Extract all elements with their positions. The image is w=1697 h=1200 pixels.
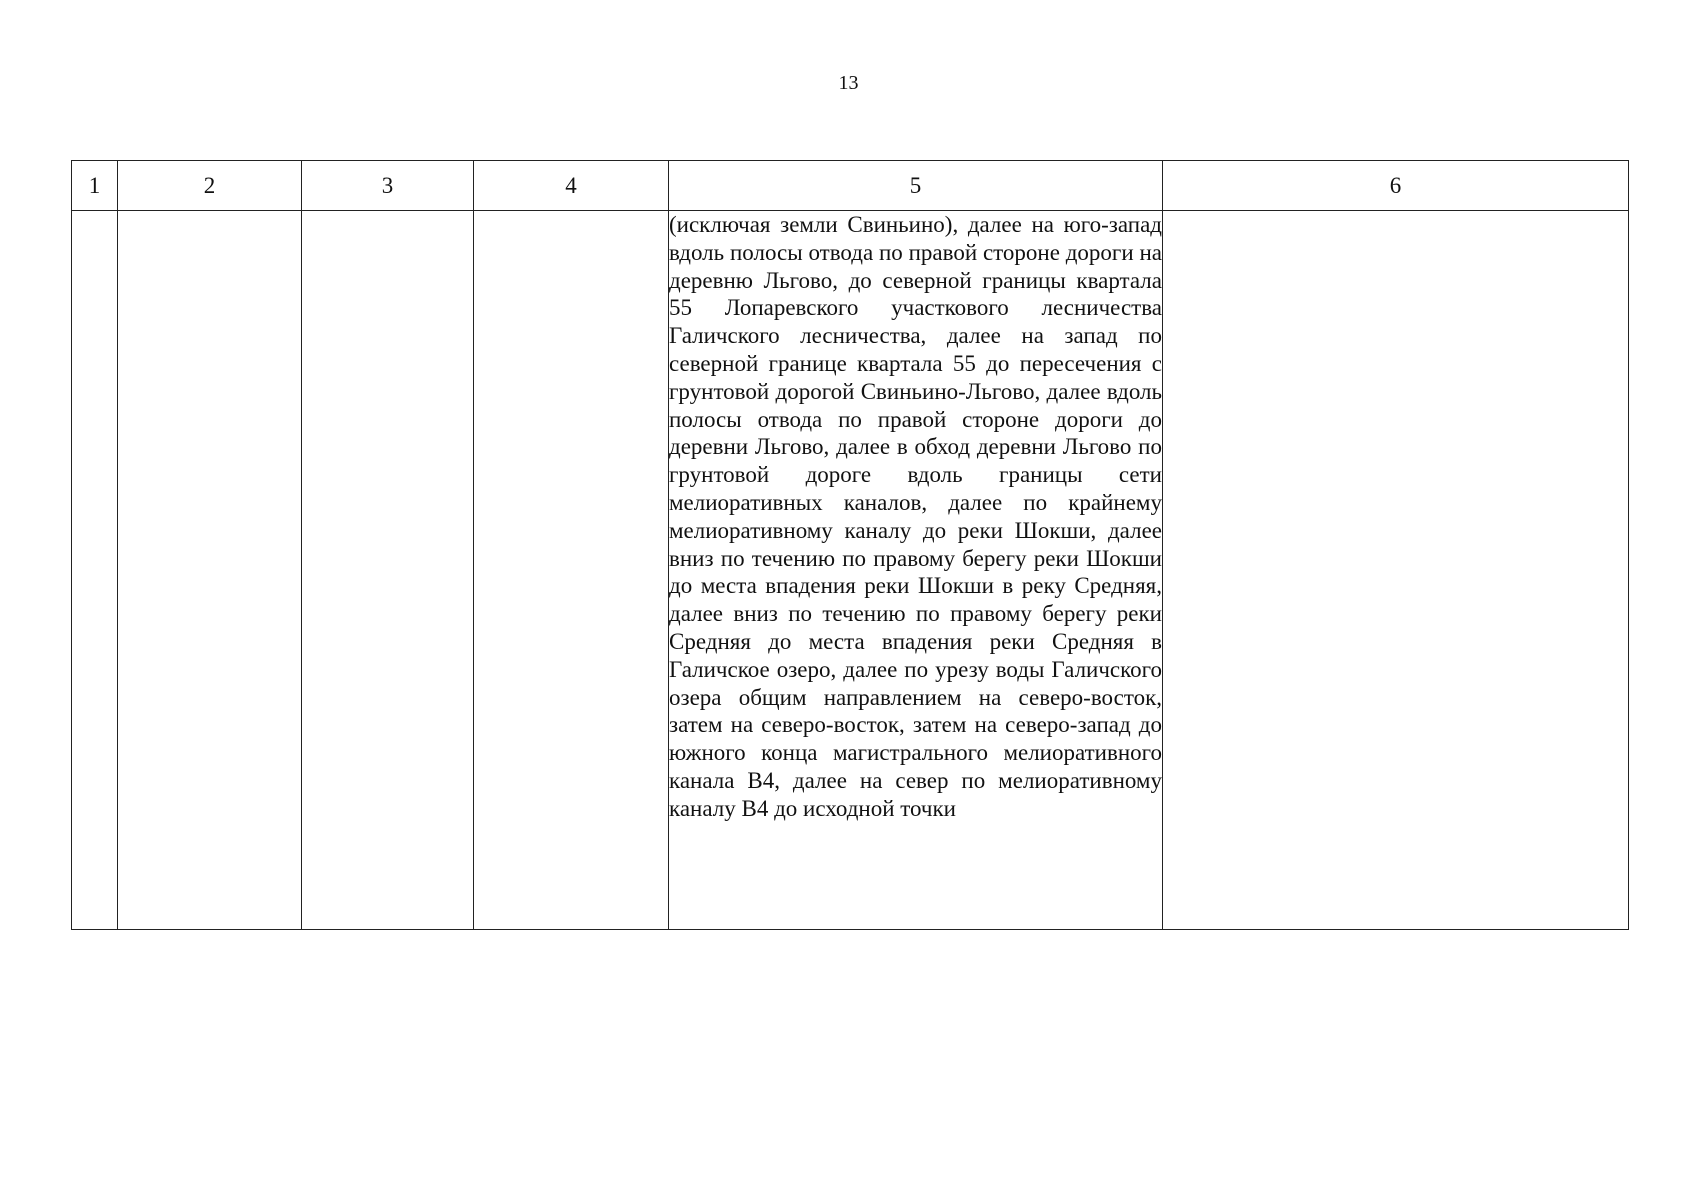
cell-col-6	[1163, 211, 1629, 930]
table-row	[72, 211, 1629, 930]
column-header-4: 4	[474, 161, 669, 211]
column-header-5: 5	[669, 161, 1163, 211]
table-header-row	[72, 161, 1629, 211]
column-header-2: 2	[118, 161, 302, 211]
boundary-description-table	[71, 160, 1629, 930]
cell-col-2	[118, 211, 302, 930]
column-header-6: 6	[1163, 161, 1629, 211]
column-header-3: 3	[302, 161, 474, 211]
boundary-description-cell: (исключая земли Свиньино), далее на юго-запад вдоль полосы отвода по правой стороне дороги на деревню Льгово, до северной границы квартала 55 Лопаревского участкового лесничества Галичского лесничества, далее на запад по северной границе квартала 55 до пересечения с грунтовой дорогой Свиньино-Льгово, далее вдоль полосы отвода по правой стороне дороги до деревни Льгово, далее в обход деревни Льгово по грунтовой дороге вдоль границы сети мелиоративных каналов, далее по крайнему мелиоративному каналу до реки Шокши, далее вниз по течению по правому берегу реки Шокши до места впадения реки Шокши в реку Средняя, далее вниз по течению по правому берегу реки Средняя до места впадения реки Средняя в Галичское озеро, далее по урезу воды Галичского озера общим направлением на северо-восток, затем на северо-восток, затем на северо-запад до южного конца магистрального мелиоративного канала В4, далее на север по мелиоративному каналу В4 до исходной точки	[669, 211, 1163, 930]
cell-col-4	[474, 211, 669, 930]
page-number: 13	[838, 72, 859, 94]
cell-col-3	[302, 211, 474, 930]
cell-col-1	[72, 211, 118, 930]
column-header-1: 1	[72, 161, 118, 211]
